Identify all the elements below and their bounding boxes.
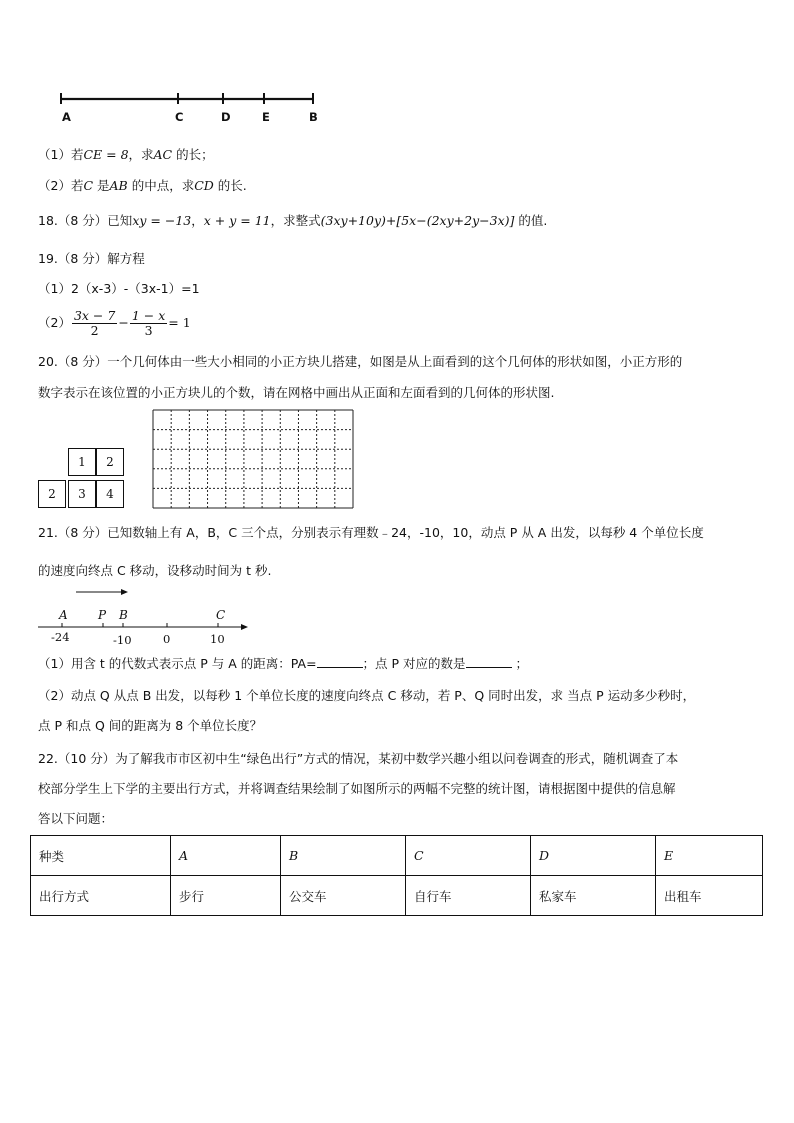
question-18: 18.（8 分）已知xy = −13，x + y = 11，求整式(3xy+10y)+[5x−(2xy+2y−3x)] 的值. [38,213,548,228]
table-cell: 种类 [31,836,171,876]
axis-tick-label: -24 [51,630,70,644]
question-21-line1: 21.（8 分）已知数轴上有 A，B，C 三个点，分别表示有理数﹣24，-10，10，动点 P 从 A 出发，以每秒 4 个单位长度 [38,525,704,540]
table-cell: C [406,836,531,876]
q17-part2: （2）若C 是AB 的中点，求CD 的长. [38,178,247,193]
table-cell: B [281,836,406,876]
axis-point-a: A [59,608,68,622]
travel-mode-table [30,835,763,916]
top-view-cell: 1 [68,448,96,476]
question-22-line1: 22.（10 分）为了解我市市区初中生“绿色出行”方式的情况，某初中数学兴趣小组以问卷调查的形式，随机调查了本 [38,751,679,766]
question-20-line2: 数字表示在该位置的小正方块儿的个数，请在网格中画出从正面和左面看到的几何体的形状图. [38,385,555,400]
point-label-a: A [62,110,71,124]
fraction-1: $\frac{3x - 7}{2}$ [73,308,116,338]
axis-point-p: P [98,608,107,622]
number-line-figure [55,88,325,110]
table-cell: 私家车 [531,876,656,916]
question-21-line2: 的速度向终点 C 移动，设移动时间为 t 秒. [38,563,272,578]
table-cell: 出租车 [656,876,763,916]
table-cell: E [656,836,763,876]
question-21-part1: （1）用含 t 的代数式表示点 P 与 A 的距离：PA= ；点 P 对应的数是 ； [38,656,529,671]
table-cell: A [171,836,281,876]
table-cell: 步行 [171,876,281,916]
table-cell: 自行车 [406,876,531,916]
question-21-part2-line2: 点 P 和点 Q 间的距离为 8 个单位长度？ [38,718,263,733]
top-view-cell: 2 [96,448,124,476]
axis-tick-label: 0 [163,632,171,646]
table-row [31,836,763,876]
question-19-part1: （1）2（x-3）-（3x-1）=1 [38,281,200,296]
top-view-cell: 3 [68,480,96,508]
drawing-grid [152,409,354,509]
question-22-line2: 校部分学生上下学的主要出行方式，并将调查结果绘制了如图所示的两幅不完整的统计图，请根据图中提供的信息解 [38,781,676,796]
table-cell: 出行方式 [31,876,171,916]
question-20-line1: 20.（8 分）一个几何体由一些大小相同的小正方块儿搭建，如图是从上面看到的这个几何体的形状如图，小正方形的 [38,354,683,369]
question-19-part2: （2） $\frac{3x - 7}{2}$ − $\frac{1 - x}{3}$ = 1 [38,308,191,338]
top-view-cell: 2 [38,480,66,508]
point-label-c: C [175,110,184,124]
question-21-part2-line1: （2）动点 Q 从点 B 出发，以每秒 1 个单位长度的速度向终点 C 移动，若 P、Q 同时出发，求 当点 P 运动多少秒时， [38,688,696,703]
table-cell: 公交车 [281,876,406,916]
table-cell: D [531,836,656,876]
answer-blank[interactable] [466,667,512,668]
table-row [31,876,763,916]
point-label-d: D [221,110,231,124]
answer-blank[interactable] [317,667,363,668]
top-view-cell: 4 [96,480,124,508]
point-label-b: B [309,110,318,124]
axis-point-c: C [216,608,226,622]
q17-part1: （1）若CE = 8，求AC 的长； [38,147,214,162]
axis-point-b: B [119,608,128,622]
question-22-line3: 答以下问题： [38,811,114,826]
axis-tick-label: -10 [113,633,132,647]
axis-tick-label: 10 [210,632,225,646]
question-19-heading: 19.（8 分）解方程 [38,251,145,266]
point-label-e: E [262,110,270,124]
fraction-2: $\frac{1 - x}{3}$ [131,308,166,338]
